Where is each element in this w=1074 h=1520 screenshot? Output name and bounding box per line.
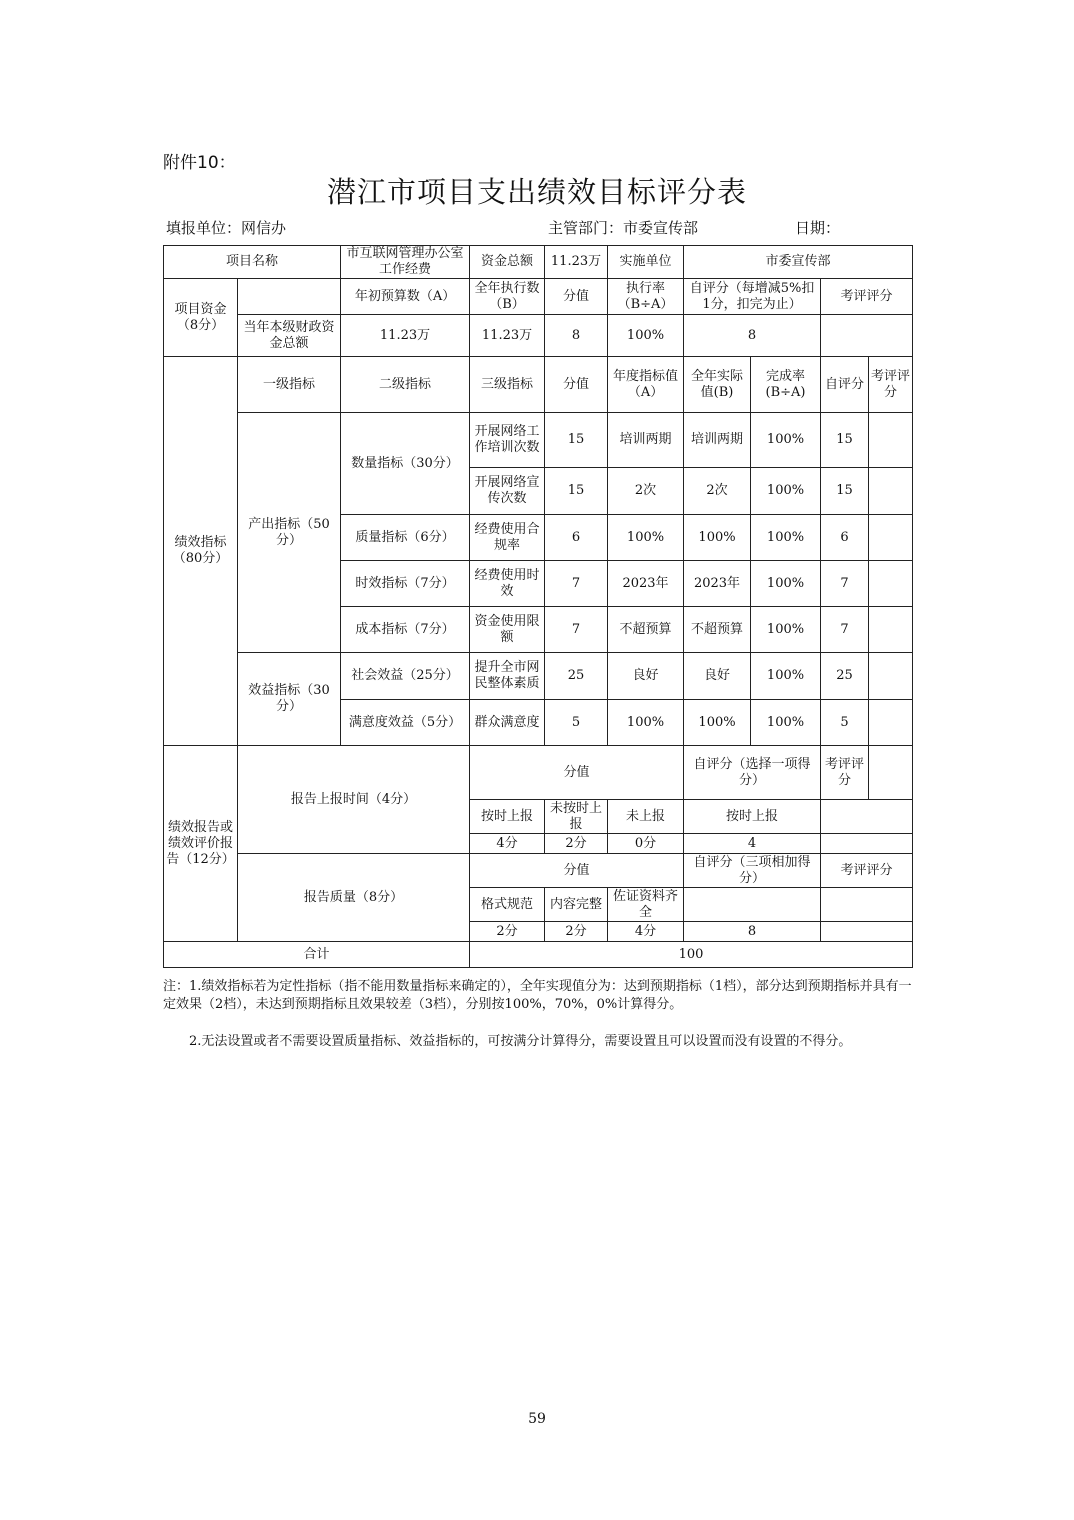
empty-cell [238,279,341,315]
quality-self-score: 8 [684,922,821,942]
report-self-choose: 自评分（选择一项得分） [684,746,821,800]
quality-score-evidence: 4分 [608,922,684,942]
time-option-none: 未上报 [608,800,684,834]
level3-cell: 经费使用时效 [470,561,545,607]
review-cell [869,607,913,653]
col-exec-rate: 执行率（B÷A） [608,279,684,315]
target-cell: 100% [608,700,684,746]
project-name-value: 市互联网管理办公室工作经费 [341,246,470,279]
empty-cell [821,834,913,854]
target-cell: 培训两期 [608,413,684,468]
performance-section-label: 绩效指标（80分） [164,357,238,746]
time-score-late: 2分 [545,834,608,854]
level3-cell: 群众满意度 [470,700,545,746]
col-actual: 全年执行数（B） [470,279,545,315]
col-review-score: 考评评分 [821,279,913,315]
level2-cell: 社会效益（25分） [341,653,470,700]
actual-cell: 100% [684,700,751,746]
empty-cell [684,888,821,922]
header-target: 年度指标值（A） [608,357,684,413]
funds-row-label: 当年本级财政资金总额 [238,315,341,357]
header-actual: 全年实际值(B) [684,357,751,413]
review-cell [869,700,913,746]
report-section-label: 绩效报告或绩效评价报告（12分） [164,746,238,942]
output-indicator-label: 产出指标（50分） [238,413,341,653]
table-row [164,413,913,468]
level2-cell: 质量指标（6分） [341,515,470,561]
funds-header-row [164,279,913,315]
time-self-score: 4 [684,834,821,854]
funds-self: 8 [684,315,821,357]
col-score: 分值 [545,279,608,315]
empty-cell [869,746,913,800]
empty-cell [821,922,913,942]
self-cell: 15 [821,468,869,515]
funds-rate: 100% [608,315,684,357]
rate-cell: 100% [751,515,821,561]
level3-cell: 开展网络工作培训次数 [470,413,545,468]
review-cell [869,653,913,700]
header-level3: 三级指标 [470,357,545,413]
benefit-indicator-label: 效益指标（30分） [238,653,341,746]
score-cell: 25 [545,653,608,700]
fund-total-label: 资金总额 [470,246,545,279]
page-number: 59 [528,1411,546,1427]
level2-cell: 满意度效益（5分） [341,700,470,746]
header-review: 考评评分 [869,357,913,413]
level3-cell: 经费使用合规率 [470,515,545,561]
report-self-sum: 自评分（三项相加得分） [684,854,821,888]
level2-cell: 成本指标（7分） [341,607,470,653]
score-cell: 7 [545,561,608,607]
score-cell: 6 [545,515,608,561]
self-cell: 5 [821,700,869,746]
funds-score: 8 [545,315,608,357]
funds-section-label: 项目资金（8分） [164,279,238,357]
time-self-text: 按时上报 [684,800,821,834]
project-row [164,246,913,279]
score-cell: 15 [545,468,608,515]
target-cell: 2次 [608,468,684,515]
total-label: 合计 [164,942,470,968]
project-name-label: 项目名称 [164,246,341,279]
total-value: 100 [470,942,913,968]
empty-cell [821,888,913,922]
table-row [164,653,913,700]
actual-cell: 不超预算 [684,607,751,653]
col-initial-budget: 年初预算数（A） [341,279,470,315]
actual-cell: 良好 [684,653,751,700]
actual-cell: 100% [684,515,751,561]
actual-cell: 2次 [684,468,751,515]
review-cell [869,468,913,515]
funds-initial: 11.23万 [341,315,470,357]
funds-value-row [164,315,913,357]
self-cell: 6 [821,515,869,561]
rate-cell: 100% [751,413,821,468]
header-level1: 一级指标 [238,357,341,413]
review-cell [869,515,913,561]
time-score-none: 0分 [608,834,684,854]
time-option-ontime: 按时上报 [470,800,545,834]
header-level2: 二级指标 [341,357,470,413]
self-cell: 7 [821,607,869,653]
header-score: 分值 [545,357,608,413]
score-cell: 15 [545,413,608,468]
target-cell: 100% [608,515,684,561]
funds-actual: 11.23万 [470,315,545,357]
quality-option-format: 格式规范 [470,888,545,922]
rate-cell: 100% [751,468,821,515]
date-label: 日期： [795,219,841,237]
self-cell: 7 [821,561,869,607]
report-time-header-row [164,746,913,800]
header-self: 自评分 [821,357,869,413]
score-cell: 5 [545,700,608,746]
empty-cell [821,800,913,834]
report-quality-score-label: 分值 [470,854,684,888]
score-table [163,245,913,968]
header-rate: 完成率(B÷A) [751,357,821,413]
rate-cell: 100% [751,700,821,746]
target-cell: 不超预算 [608,607,684,653]
rate-cell: 100% [751,607,821,653]
quality-option-content: 内容完整 [545,888,608,922]
performance-header-row [164,357,913,413]
level3-cell: 提升全市网民整体素质 [470,653,545,700]
report-review-label: 考评评分 [821,746,869,800]
report-quality-header-row [164,854,913,888]
page-title: 潜江市项目支出绩效目标评分表 [326,175,747,209]
rate-cell: 100% [751,653,821,700]
level3-cell: 开展网络宣传次数 [470,468,545,515]
quality-score-format: 2分 [470,922,545,942]
report-quality-label: 报告质量（8分） [238,854,470,942]
level2-cell: 时效指标（7分） [341,561,470,607]
time-score-ontime: 4分 [470,834,545,854]
col-self-score: 自评分（每增减5%扣1分，扣完为止） [684,279,821,315]
report-time-label: 报告上报时间（4分） [238,746,470,854]
fill-unit: 填报单位：网信办 [166,219,287,237]
level2-cell: 数量指标（30分） [341,413,470,515]
level3-cell: 资金使用限额 [470,607,545,653]
review-cell [869,413,913,468]
target-cell: 良好 [608,653,684,700]
note-2: 2.无法设置或者不需要设置质量指标、效益指标的，可按满分计算得分，需要设置且可以设置而没有设置的不得分。 [189,1034,852,1049]
note-1: 注：1.绩效指标若为定性指标（指不能用数量指标来确定的），全年实现值分为：达到预期指标（1档），部分达到预期指标并具有一定效果（2档），未达到预期指标且效果较差（3档），分别按100%，70%，0%计算得分。 [163,979,912,1012]
total-row [164,942,913,968]
impl-unit-value: 市委宣传部 [684,246,913,279]
quality-score-content: 2分 [545,922,608,942]
funds-review [821,315,913,357]
score-cell: 7 [545,607,608,653]
report-quality-review: 考评评分 [821,854,913,888]
fund-total-value: 11.23万 [545,246,608,279]
actual-cell: 2023年 [684,561,751,607]
review-cell [869,561,913,607]
department: 主管部门：市委宣传部 [548,219,699,237]
time-option-late: 未按时上报 [545,800,608,834]
self-cell: 15 [821,413,869,468]
report-time-score-label: 分值 [470,746,684,800]
rate-cell: 100% [751,561,821,607]
target-cell: 2023年 [608,561,684,607]
attachment-label: 附件10： [163,153,236,173]
self-cell: 25 [821,653,869,700]
impl-unit-label: 实施单位 [608,246,684,279]
quality-option-evidence: 佐证资料齐全 [608,888,684,922]
actual-cell: 培训两期 [684,413,751,468]
